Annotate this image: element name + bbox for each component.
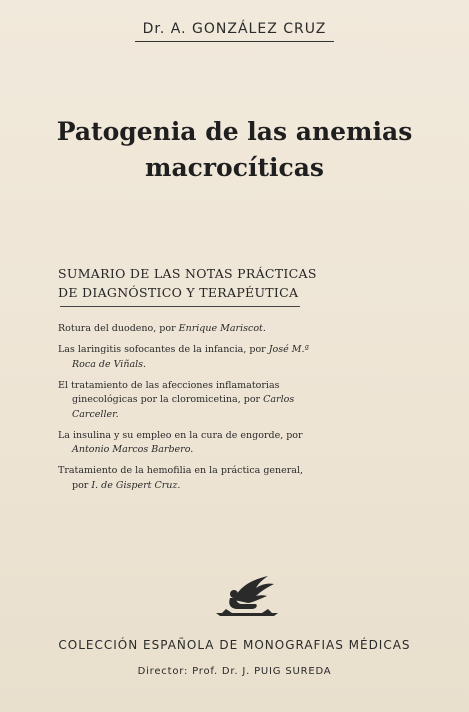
summary-line-2: DE DIAGNÓSTICO Y TERAPÉUTICA [58,285,299,300]
note-item [58,343,318,372]
author-name: Dr. A. GONZÁLEZ CRUZ [135,21,335,42]
title-line-2: macrocíticas [145,153,324,182]
note-item [58,322,318,337]
note-title: La insulina y su empleo en la cura de engorde, por [58,429,303,441]
notes-list [58,322,318,500]
note-item [58,464,318,493]
note-item [58,429,318,458]
book-title [0,114,469,186]
note-author: I. de Gispert Cruz. [91,479,181,491]
note-author: Enrique Mariscot. [178,323,266,334]
summary-heading [58,264,317,302]
summary-divider [60,306,300,307]
note-item [58,379,318,423]
author-block [0,20,469,42]
director-line: Director: Prof. Dr. J. PUIG SUREDA [137,666,332,677]
note-author: Antonio Marcos Barbero. [72,444,194,455]
note-title: Las laringitis sofocantes de la infancia, por [58,344,269,355]
sphinx-emblem-icon [212,570,282,620]
summary-line-1: SUMARIO DE LAS NOTAS PRÁCTICAS [58,266,317,281]
note-title: El tratamiento de las afecciones inflamatorias ginecológicas por la cloromicetina, por [58,379,280,405]
note-title: Tratamiento de la hemofilia en la práctica general, por [58,465,304,491]
collection-name: COLECCIÓN ESPAÑOLA DE MONOGRAFIAS MÉDICAS [58,638,411,652]
note-title: Rotura del duodeno, por [58,323,179,334]
note-author: José M.ª Roca de Viñals. [72,344,310,370]
title-line-1: Patogenia de las anemias [56,117,413,146]
note-author: Carlos Carceller. [72,394,295,420]
